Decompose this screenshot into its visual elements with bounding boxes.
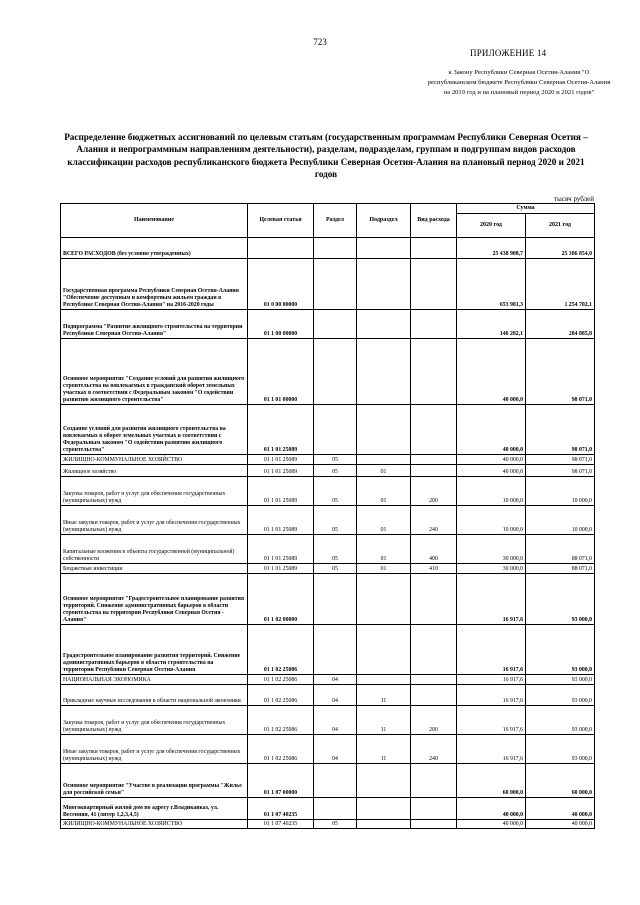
row-2021-cell: 284 885,8: [526, 310, 595, 339]
row-2020-cell: 40 000,0: [457, 465, 526, 477]
row-2020-cell: 146 282,1: [457, 310, 526, 339]
row-2021-cell: 98 071,0: [526, 455, 595, 465]
row-2020-cell: 16 917,6: [457, 706, 526, 735]
row-2021-cell: 93 000,0: [526, 735, 595, 764]
row-target-cell: 01 1 02 25086: [248, 675, 314, 685]
row-2020-cell: 16 917,6: [457, 685, 526, 706]
row-subsection-cell: 11: [357, 685, 411, 706]
row-name-cell: Основное мероприятие "Градостроительное планирование развития территорий. Снижение административных барьеров в области строительства на территории Республики Северная Осетия - Алания": [61, 574, 248, 625]
row-expense-type-cell: [411, 798, 457, 820]
row-expense-type-cell: [411, 238, 457, 259]
row-target-cell: 01 1 01 25089: [248, 535, 314, 564]
row-2020-cell: 16 917,6: [457, 675, 526, 685]
row-section-cell: 04: [314, 685, 357, 706]
row-section-cell: 05: [314, 564, 357, 574]
table-row: [61, 675, 595, 685]
row-section-cell: [314, 625, 357, 675]
row-2021-cell: 88 071,0: [526, 564, 595, 574]
header-name: Наименование: [61, 204, 248, 238]
header-year-2021: 2021 год: [526, 214, 595, 238]
row-name-cell: Капитальные вложения в объекты государственной (муниципальной) собственности: [61, 535, 248, 564]
row-subsection-cell: 01: [357, 506, 411, 535]
header-expense-type: Вид расхода: [411, 204, 457, 238]
row-name-cell: НАЦИОНАЛЬНАЯ ЭКОНОМИКА: [61, 675, 248, 685]
row-2020-cell: 40 000,0: [457, 405, 526, 455]
row-subsection-cell: [357, 339, 411, 405]
row-target-cell: 01 1 01 25089: [248, 405, 314, 455]
row-target-cell: 01 1 01 25089: [248, 477, 314, 506]
row-2020-cell: 10 000,0: [457, 506, 526, 535]
budget-table: [60, 203, 595, 829]
row-name-cell: Закупка товаров, работ и услуг для обеспечения государственных (муниципальных) нужд: [61, 477, 248, 506]
table-row: [61, 625, 595, 675]
table-row: [61, 820, 595, 829]
row-subsection-cell: [357, 625, 411, 675]
row-expense-type-cell: [411, 675, 457, 685]
row-subsection-cell: [357, 574, 411, 625]
row-target-cell: 01 1 07 40235: [248, 798, 314, 820]
row-section-cell: 05: [314, 465, 357, 477]
row-section-cell: 05: [314, 506, 357, 535]
row-2020-cell: 16 917,6: [457, 735, 526, 764]
row-2020-cell: 60 000,0: [457, 764, 526, 798]
law-reference: к Закону Республики Северная Осетия-Алания "О республиканском бюджете Республики Северная Осетия-Алания на 2019 год и на плановый период 2020 и 2021 годов": [427, 69, 611, 96]
row-expense-type-cell: 240: [411, 735, 457, 764]
row-2020-cell: 16 917,6: [457, 574, 526, 625]
table-row: [61, 764, 595, 798]
row-expense-type-cell: [411, 574, 457, 625]
row-2021-cell: 40 000,0: [526, 798, 595, 820]
row-expense-type-cell: [411, 685, 457, 706]
row-section-cell: [314, 798, 357, 820]
row-expense-type-cell: [411, 455, 457, 465]
row-2021-cell: 98 071,0: [526, 339, 595, 405]
row-target-cell: 01 1 01 25089: [248, 506, 314, 535]
document-title: Распределение бюджетных ассигнований по целевым статьям (государственным программам Республики Северная Осетия – Алания и непрограммным направлениям деятельности), разделам, подразделам, группам и подгруппам видов расходов классификации расходов республиканского бюджета Республики Северная Осетия-Алания на плановый период 2020 и 2021 годов: [64, 132, 588, 180]
row-2020-cell: 10 000,0: [457, 477, 526, 506]
row-target-cell: 01 1 02 00000: [248, 574, 314, 625]
row-target-cell: 01 1 07 00000: [248, 764, 314, 798]
row-name-cell: Градостроительное планирование развития территорий. Снижение административных барьеров в области строительства на территории Республики Северная Осетия-Алания: [61, 625, 248, 675]
row-name-cell: ЖИЛИЩНО-КОММУНАЛЬНОЕ ХОЗЯЙСТВО: [61, 820, 248, 829]
row-section-cell: [314, 310, 357, 339]
row-target-cell: 01 1 02 25086: [248, 735, 314, 764]
row-subsection-cell: 01: [357, 477, 411, 506]
row-name-cell: Государственная программа Республики Северная Осетия-Алания "Обеспечение доступным и комфортным жильем граждан в Республике Северная Осетия-Алания" на 2016-2020 годы: [61, 259, 248, 310]
table-row: [61, 259, 595, 310]
row-subsection-cell: 11: [357, 735, 411, 764]
row-section-cell: 04: [314, 735, 357, 764]
table-row: [61, 405, 595, 455]
row-name-cell: Основное мероприятие "Участие в реализации программы "Жилье для российской семьи": [61, 764, 248, 798]
row-name-cell: Закупка товаров, работ и услуг для обеспечения государственных (муниципальных) нужд: [61, 706, 248, 735]
row-name-cell: Иные закупки товаров, работ и услуг для обеспечения государственных (муниципальных) нужд: [61, 506, 248, 535]
row-section-cell: 04: [314, 706, 357, 735]
header-target: Целевая статья: [248, 204, 314, 238]
row-2021-cell: 25 386 854,0: [526, 238, 595, 259]
row-expense-type-cell: 200: [411, 477, 457, 506]
row-2020-cell: 25 438 908,7: [457, 238, 526, 259]
row-subsection-cell: [357, 405, 411, 455]
row-2020-cell: 40 000,0: [457, 798, 526, 820]
row-2021-cell: 10 000,0: [526, 506, 595, 535]
row-2020-cell: 30 000,0: [457, 535, 526, 564]
row-2021-cell: 40 000,0: [526, 820, 595, 829]
table-row: [61, 339, 595, 405]
table-row: [61, 574, 595, 625]
row-name-cell: Многоквартирный жилой дом по адресу г.Владикавказ, ул. Весенняя, 41 (литер 1,2,3,4,5): [61, 798, 248, 820]
table-body: [61, 238, 595, 829]
row-subsection-cell: 11: [357, 706, 411, 735]
table-row: [61, 310, 595, 339]
row-2020-cell: 40 000,0: [457, 339, 526, 405]
row-2021-cell: 93 000,0: [526, 685, 595, 706]
row-2021-cell: 93 000,0: [526, 574, 595, 625]
row-target-cell: 01 1 02 25086: [248, 625, 314, 675]
row-2021-cell: 93 000,0: [526, 706, 595, 735]
row-section-cell: [314, 259, 357, 310]
row-section-cell: [314, 574, 357, 625]
row-expense-type-cell: [411, 625, 457, 675]
table-row: [61, 685, 595, 706]
row-target-cell: 01 1 01 25089: [248, 465, 314, 477]
row-subsection-cell: [357, 764, 411, 798]
row-target-cell: 01 1 01 00000: [248, 339, 314, 405]
row-expense-type-cell: 410: [411, 564, 457, 574]
row-expense-type-cell: [411, 310, 457, 339]
row-section-cell: 05: [314, 535, 357, 564]
row-section-cell: [314, 405, 357, 455]
units-label: тысяч рублей: [554, 195, 594, 203]
row-section-cell: 05: [314, 820, 357, 829]
row-subsection-cell: 01: [357, 564, 411, 574]
row-expense-type-cell: 200: [411, 706, 457, 735]
row-name-cell: Иные закупки товаров, работ и услуг для обеспечения государственных (муниципальных) нужд: [61, 735, 248, 764]
row-2021-cell: 60 000,0: [526, 764, 595, 798]
row-subsection-cell: 01: [357, 465, 411, 477]
table-row: [61, 238, 595, 259]
row-expense-type-cell: [411, 339, 457, 405]
row-target-cell: 01 1 01 25089: [248, 455, 314, 465]
row-expense-type-cell: [411, 764, 457, 798]
page-number: 723: [313, 37, 327, 47]
row-subsection-cell: [357, 675, 411, 685]
row-name-cell: Создание условий для развития жилищного строительства на вовлекаемых в оборот земельных участках в соответствии с Федеральным законом "О содействии развитию жилищного строительства": [61, 405, 248, 455]
row-section-cell: [314, 339, 357, 405]
table-row: [61, 465, 595, 477]
table-row: [61, 506, 595, 535]
row-name-cell: ВСЕГО РАСХОДОВ (без условно утвержденных): [61, 238, 248, 259]
table-row: [61, 706, 595, 735]
row-name-cell: Жилищное хозяйство: [61, 465, 248, 477]
row-section-cell: 05: [314, 477, 357, 506]
row-section-cell: 05: [314, 455, 357, 465]
row-2021-cell: 98 071,0: [526, 405, 595, 455]
row-section-cell: [314, 764, 357, 798]
appendix-label: ПРИЛОЖЕНИЕ 14: [470, 48, 547, 58]
row-2021-cell: 1 254 702,1: [526, 259, 595, 310]
row-2021-cell: 93 000,0: [526, 625, 595, 675]
table-row: [61, 564, 595, 574]
row-2021-cell: 98 071,0: [526, 465, 595, 477]
row-name-cell: Подпрограмма "Развитие жилищного строительства на территории Республики Северная Осетия-Алания": [61, 310, 248, 339]
row-expense-type-cell: [411, 259, 457, 310]
row-2021-cell: 10 000,0: [526, 477, 595, 506]
row-2020-cell: 40 000,0: [457, 820, 526, 829]
row-subsection-cell: [357, 820, 411, 829]
row-target-cell: [248, 238, 314, 259]
row-2021-cell: 93 000,0: [526, 675, 595, 685]
table-row: [61, 798, 595, 820]
header-subsection: Подраздел: [357, 204, 411, 238]
header-sum: Сумма: [457, 204, 595, 214]
row-subsection-cell: 01: [357, 535, 411, 564]
row-subsection-cell: [357, 238, 411, 259]
row-expense-type-cell: 240: [411, 506, 457, 535]
row-target-cell: 01 1 02 25086: [248, 706, 314, 735]
table-row: [61, 455, 595, 465]
table-row: [61, 735, 595, 764]
table-row: [61, 477, 595, 506]
row-subsection-cell: [357, 798, 411, 820]
row-expense-type-cell: [411, 465, 457, 477]
row-target-cell: 01 1 07 40235: [248, 820, 314, 829]
row-subsection-cell: [357, 259, 411, 310]
row-2021-cell: 88 071,0: [526, 535, 595, 564]
row-section-cell: [314, 238, 357, 259]
table-row: [61, 535, 595, 564]
header-section: Раздел: [314, 204, 357, 238]
row-target-cell: 01 1 02 25086: [248, 685, 314, 706]
row-expense-type-cell: [411, 405, 457, 455]
row-2020-cell: 40 000,0: [457, 455, 526, 465]
row-expense-type-cell: [411, 820, 457, 829]
row-subsection-cell: [357, 455, 411, 465]
row-target-cell: 01 1 01 25089: [248, 564, 314, 574]
row-name-cell: ЖИЛИЩНО-КОММУНАЛЬНОЕ ХОЗЯЙСТВО: [61, 455, 248, 465]
row-target-cell: 01 0 00 00000: [248, 259, 314, 310]
row-section-cell: 04: [314, 675, 357, 685]
row-2020-cell: 30 000,0: [457, 564, 526, 574]
row-name-cell: Основное мероприятие "Создание условий для развития жилищного строительства на вовлекаемых в гражданский оборот земельных участках в соответствии с Федеральным законом "О содействии развитию жилищного строительства": [61, 339, 248, 405]
row-expense-type-cell: 400: [411, 535, 457, 564]
header-year-2020: 2020 год: [457, 214, 526, 238]
row-2020-cell: 653 981,3: [457, 259, 526, 310]
row-name-cell: Прикладные научные исследования в области национальной экономики: [61, 685, 248, 706]
row-subsection-cell: [357, 310, 411, 339]
row-target-cell: 01 1 00 00000: [248, 310, 314, 339]
row-name-cell: Бюджетные инвестиции: [61, 564, 248, 574]
row-2020-cell: 16 917,6: [457, 625, 526, 675]
